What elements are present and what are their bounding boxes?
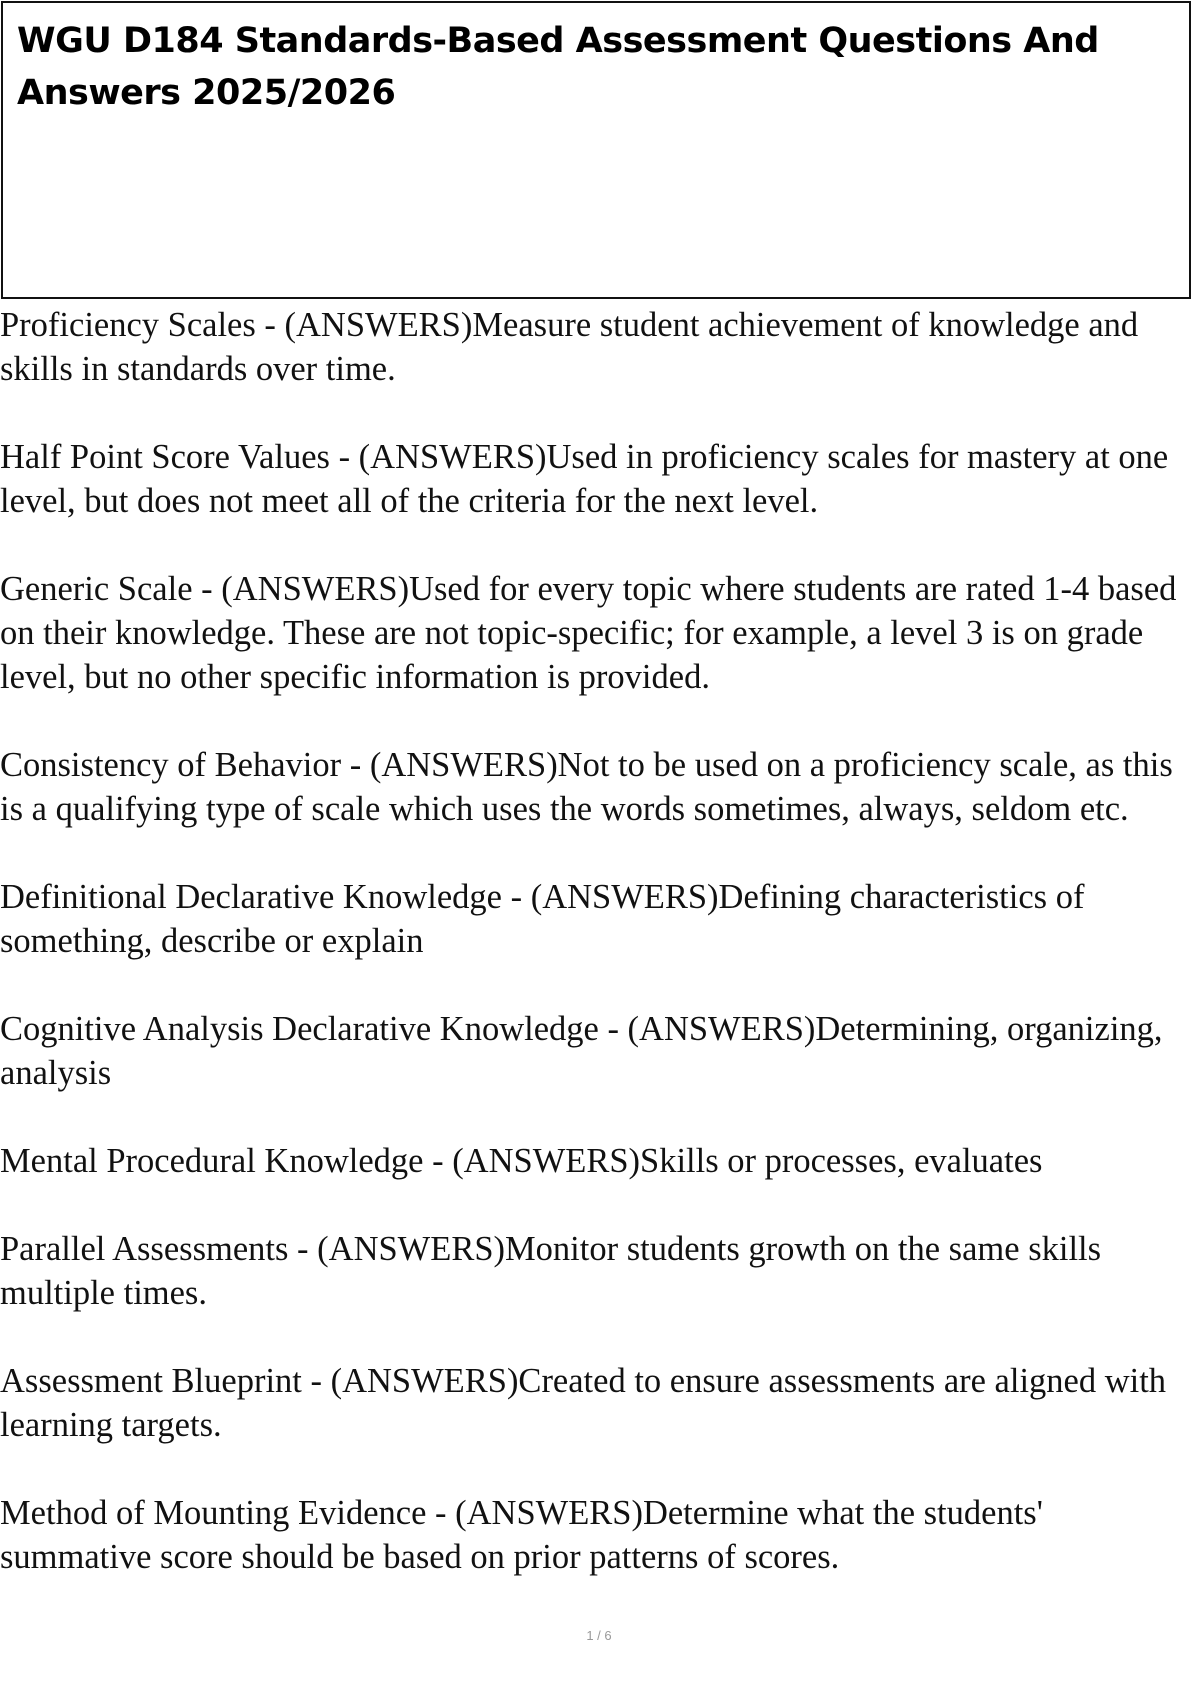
qa-entry: Consistency of Behavior - (ANSWERS)Not to be used on a proficiency scale, as this is a qualifying type of scale which uses the words sometimes, always, seldom etc. — [0, 746, 1173, 828]
page-number: 1 / 6 — [586, 1628, 612, 1643]
qa-entry: Parallel Assessments - (ANSWERS)Monitor students growth on the same skills multiple times. — [0, 1230, 1102, 1312]
document-title: WGU D184 Standards-Based Assessment Questions And Answers 2025/2026 — [17, 21, 1099, 113]
qa-entry: Cognitive Analysis Declarative Knowledge - (ANSWERS)Determining, organizing, analysis — [0, 1010, 1163, 1092]
qa-entry: Mental Procedural Knowledge - (ANSWERS)Skills or processes, evaluates — [0, 1142, 1043, 1180]
qa-entry: Definitional Declarative Knowledge - (ANSWERS)Defining characteristics of something, describe or explain — [0, 878, 1085, 960]
qa-entry: Half Point Score Values - (ANSWERS)Used in proficiency scales for mastery at one level, but does not meet all of the criteria for the next level. — [0, 438, 1169, 520]
qa-entry: Method of Mounting Evidence - (ANSWERS)Determine what the students' summative score should be based on prior patterns of scores. — [0, 1494, 1043, 1576]
title-box — [1, 1, 1191, 299]
qa-entry: Generic Scale - (ANSWERS)Used for every topic where students are rated 1-4 based on their knowledge. These are not topic-specific; for example, a level 3 is on grade level, but no other specific information is provided. — [0, 570, 1177, 696]
qa-list — [0, 303, 1198, 1623]
qa-entry: Assessment Blueprint - (ANSWERS)Created to ensure assessments are aligned with learning targets. — [0, 1362, 1167, 1444]
qa-entry: Proficiency Scales - (ANSWERS)Measure student achievement of knowledge and skills in standards over time. — [0, 306, 1139, 388]
